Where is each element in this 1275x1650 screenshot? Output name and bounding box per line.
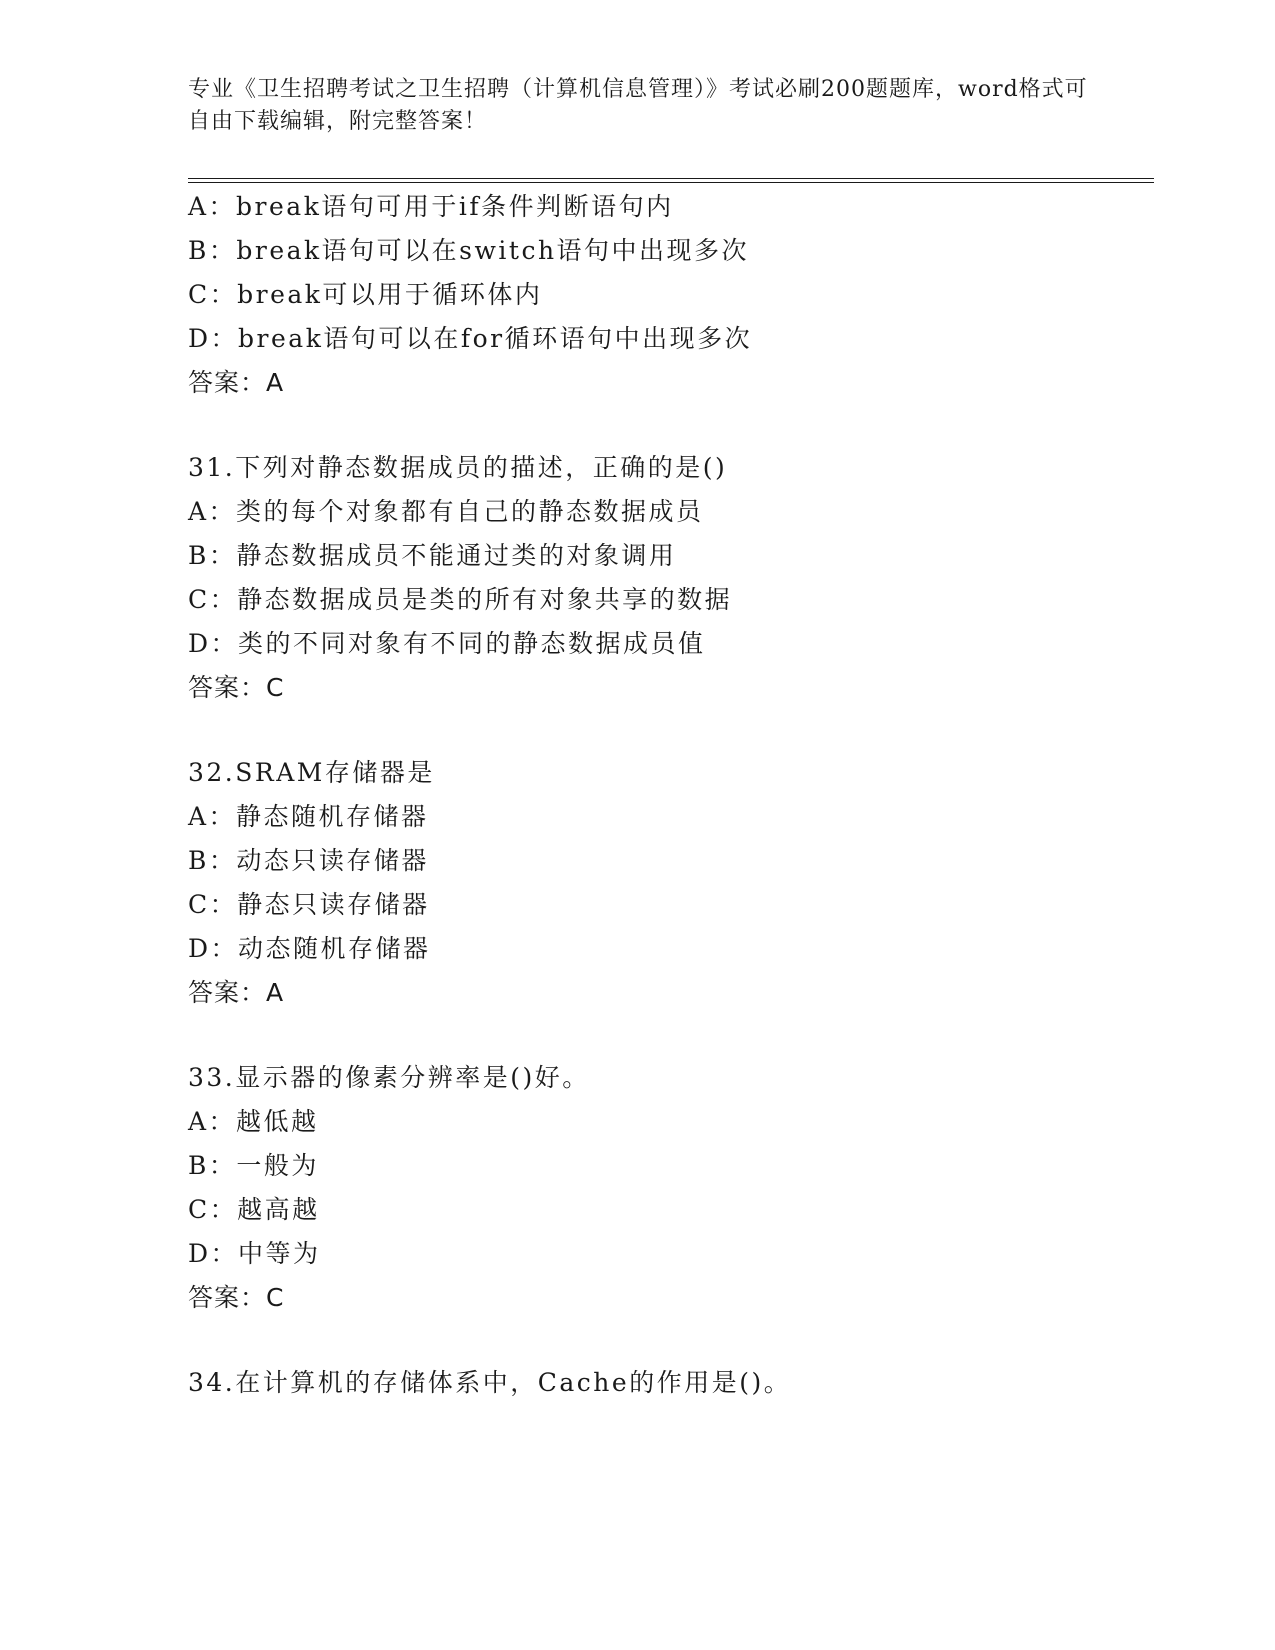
header-divider-bottom <box>188 182 1154 183</box>
option-b: B：一般为 <box>188 1151 319 1180</box>
answer: 答案：C <box>188 1283 285 1312</box>
option-c: C：静态只读存储器 <box>188 890 430 919</box>
option-b: B：静态数据成员不能通过类的对象调用 <box>188 541 677 570</box>
option-b: B：动态只读存储器 <box>188 846 429 875</box>
option-d: D：break语句可以在for循环语句中出现多次 <box>188 324 753 353</box>
option-b: B：break语句可以在switch语句中出现多次 <box>188 236 750 265</box>
question-32: 32.SRAM存储器是 <box>188 758 435 787</box>
option-d: D：动态随机存储器 <box>188 934 431 963</box>
option-a: A：静态随机存储器 <box>188 802 429 831</box>
question-34: 34.在计算机的存储体系中，Cache的作用是()。 <box>188 1368 792 1397</box>
option-a: A：break语句可用于if条件判断语句内 <box>188 192 674 221</box>
answer: 答案：C <box>188 673 285 702</box>
option-c: C：越高越 <box>188 1195 320 1224</box>
answer: 答案：A <box>188 368 285 397</box>
option-d: D：类的不同对象有不同的静态数据成员值 <box>188 629 706 658</box>
option-c: C：break可以用于循环体内 <box>188 280 543 309</box>
header-divider-top <box>188 178 1154 179</box>
option-a: A：越低越 <box>188 1107 319 1136</box>
question-31: 31.下列对静态数据成员的描述，正确的是() <box>188 453 728 482</box>
document-page <box>188 0 1158 1650</box>
question-33: 33.显示器的像素分辨率是()好。 <box>188 1063 590 1092</box>
document-header: 专业《卫生招聘考试之卫生招聘（计算机信息管理）》考试必刷200题题库，word格式可自由下载编辑，附完整答案！ <box>188 77 1088 134</box>
answer: 答案：A <box>188 978 285 1007</box>
option-c: C：静态数据成员是类的所有对象共享的数据 <box>188 585 733 614</box>
option-d: D：中等为 <box>188 1239 321 1268</box>
option-a: A：类的每个对象都有自己的静态数据成员 <box>188 497 704 526</box>
